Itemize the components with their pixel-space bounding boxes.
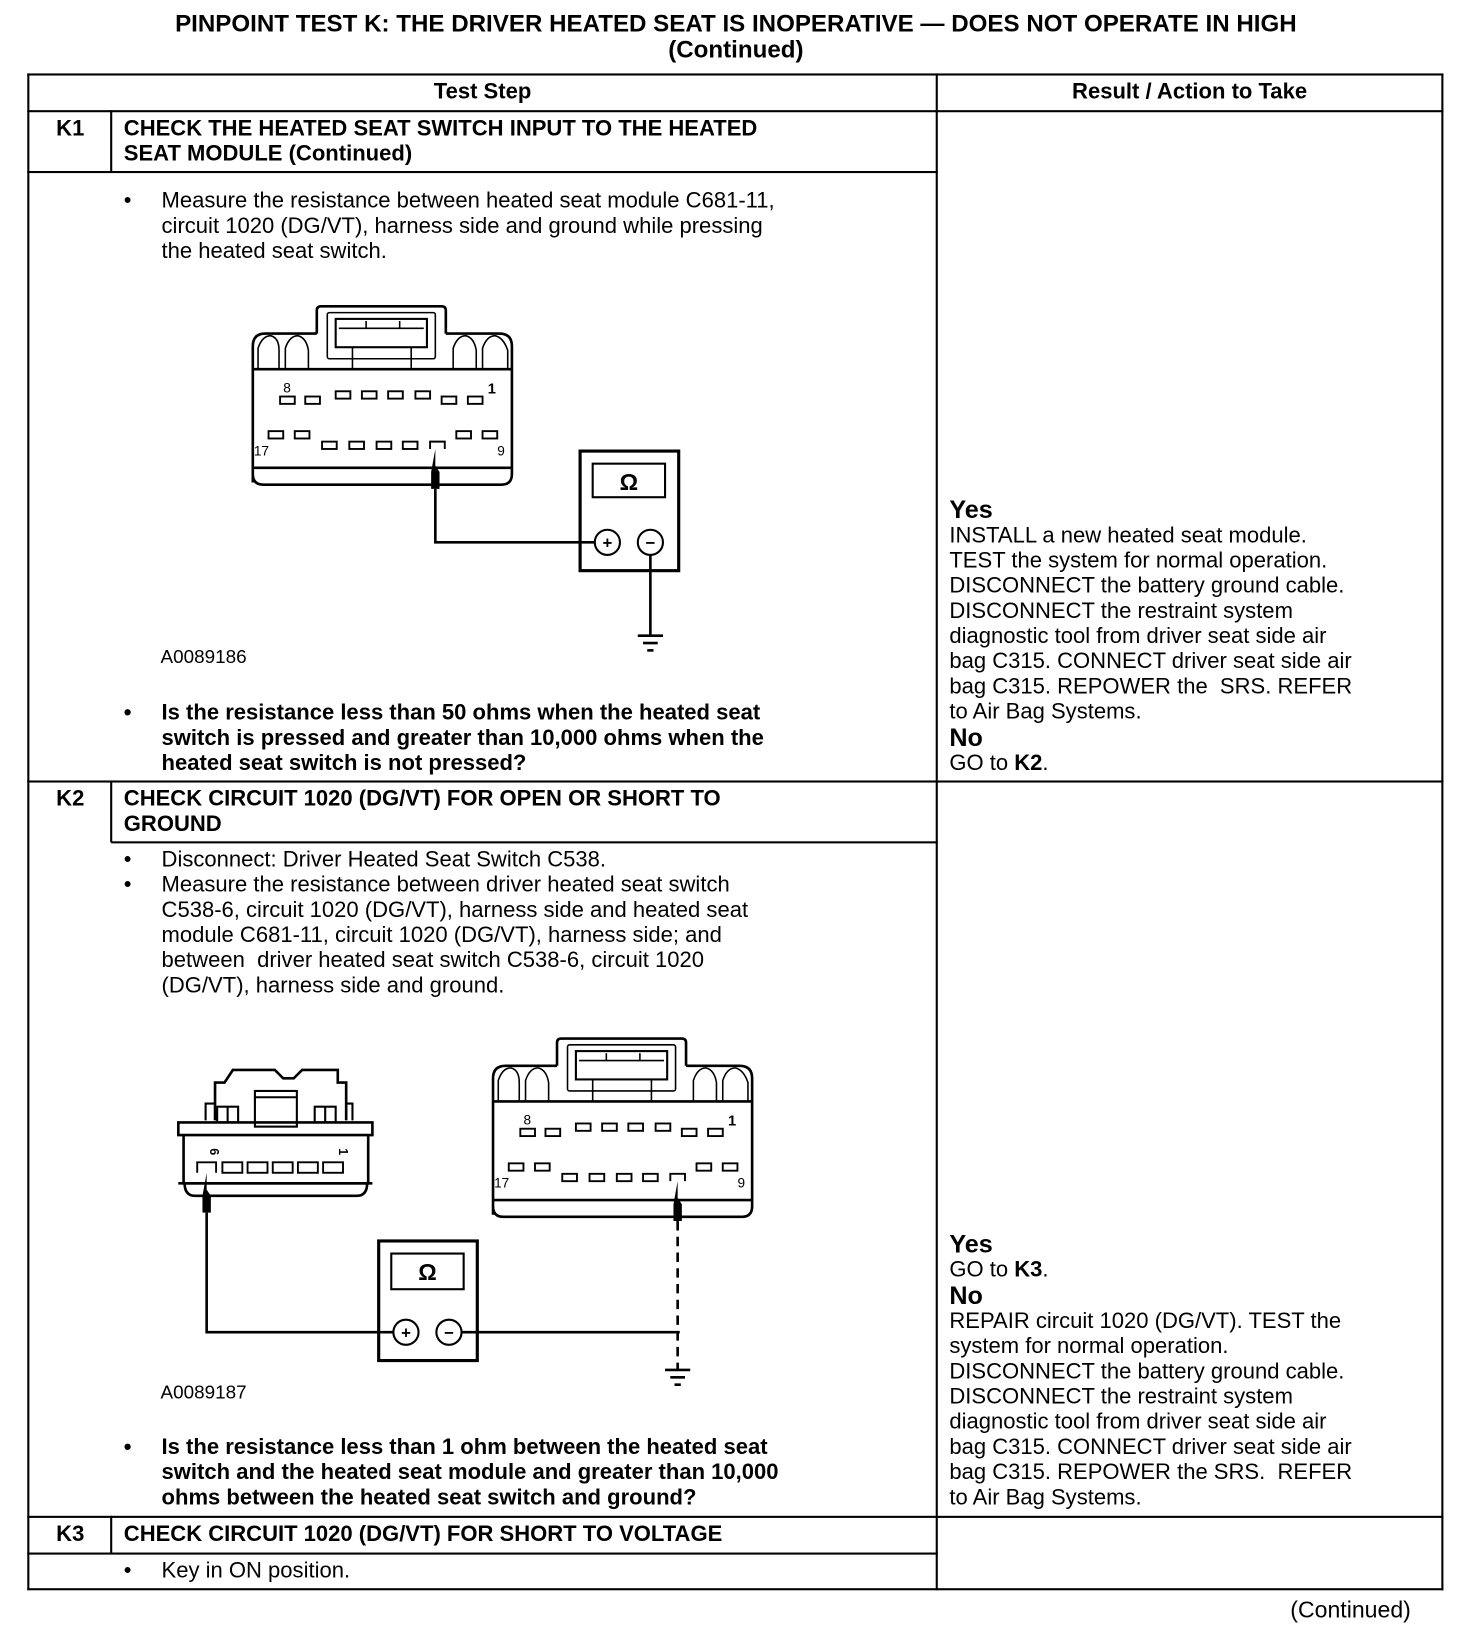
goto-k2-link[interactable]: K2	[1014, 751, 1043, 776]
pin-label-1: 1	[487, 381, 496, 398]
bullet-marker: •	[123, 1558, 132, 1583]
yes-action	[949, 1258, 1437, 1283]
bullet-marker: •	[123, 872, 132, 897]
step-heading-k1: CHECK THE HEATED SEAT SWITCH INPUT TO THE HEATED SEAT MODULE (Continued)	[123, 116, 758, 166]
probe-icon	[202, 1173, 210, 1213]
step-id-k1: K1	[56, 116, 85, 141]
bullet-marker: •	[123, 847, 132, 872]
bullet-marker: •	[123, 1435, 132, 1460]
bullet-text: Key in ON position.	[161, 1558, 351, 1583]
bullet-marker: •	[123, 700, 132, 725]
pin-label-9: 9	[497, 443, 505, 459]
goto-k3-link[interactable]: K3	[1014, 1257, 1043, 1282]
yes-label: Yes	[949, 496, 993, 525]
no-label: No	[949, 1281, 983, 1311]
step-heading-k3: CHECK CIRCUIT 1020 (DG/VT) FOR SHORT TO VOLTAGE	[123, 1522, 723, 1547]
ohmmeter-icon	[379, 1241, 478, 1361]
heated-seat-switch-connector	[178, 1070, 372, 1196]
figure-id-k1: A0089186	[160, 646, 247, 668]
bullet-text: Disconnect: Driver Heated Seat Switch C538.	[161, 847, 607, 872]
module-pin-label-9: 9	[737, 1175, 746, 1191]
minus-terminal: −	[444, 1323, 454, 1343]
question-text: Is the resistance less than 1 ohm between the heated seat switch and the heated seat module and greater than 10,000 ohms between the heated seat switch and ground?	[161, 1435, 779, 1510]
step-id-k2: K2	[56, 786, 85, 811]
no-label: No	[949, 723, 983, 753]
bullet-text: Measure the resistance between driver heated seat switch C538-6, circuit 1020 (DG/VT), harness side and heated seat module C681-11, circuit 1020 (DG/VT), harness side; and between driver heated seat switch C538-6, circuit 1020 (DG/VT), harness side and ground.	[161, 872, 749, 998]
bullet-marker: •	[123, 188, 132, 213]
yes-action-text: GO to	[949, 1257, 1015, 1282]
plus-terminal: +	[602, 533, 613, 553]
module-pin-label-8: 8	[523, 1112, 532, 1128]
plus-terminal: +	[401, 1323, 411, 1343]
heated-seat-module-connector	[493, 1039, 752, 1217]
module-pin-label-1: 1	[728, 1113, 737, 1130]
ohm-symbol: Ω	[418, 1258, 437, 1285]
yes-action: INSTALL a new heated seat module. TEST the system for normal operation. DISCONNECT the battery ground cable. DISCONNECT the restraint system diagnostic tool from driver seat side air bag C315. CONNECT driver seat side air bag C315. REPOWER the SRS. REFER to Air Bag Systems.	[949, 523, 1353, 724]
module-pin-label-17: 17	[494, 1175, 510, 1191]
no-action-text: GO to	[949, 751, 1015, 776]
continued-footer: (Continued)	[1290, 1596, 1411, 1623]
yes-action-suffix: .	[1042, 1257, 1049, 1282]
no-action-suffix: .	[1042, 751, 1049, 776]
k2-result	[949, 785, 1437, 1511]
page-title: PINPOINT TEST K: THE DRIVER HEATED SEAT IS INOPERATIVE — DOES NOT OPERATE IN HIGH	[175, 9, 1297, 37]
pin-label-8: 8	[283, 380, 291, 396]
question-text: Is the resistance less than 50 ohms when the heated seat switch is pressed and greater than 10,000 ohms when the heated seat switch is not pressed?	[161, 700, 764, 776]
step-id-k3: K3	[56, 1522, 85, 1547]
test-lead-positive	[207, 1213, 394, 1333]
minus-terminal: −	[645, 533, 656, 553]
yes-label: Yes	[949, 1230, 993, 1259]
column-header-result: Result / Action to Take	[1072, 79, 1308, 104]
switch-pin-label-6: 6	[206, 1148, 221, 1156]
switch-pin-label-1: 1	[335, 1148, 350, 1156]
step-heading-k2: CHECK CIRCUIT 1020 (DG/VT) FOR OPEN OR SHORT TO GROUND	[123, 786, 721, 837]
ground-icon	[665, 1370, 690, 1385]
bullet-text: Measure the resistance between heated seat module C681-11, circuit 1020 (DG/VT), harness side and ground while pressing the heated seat switch.	[161, 188, 775, 264]
page-subtitle: (Continued)	[668, 35, 804, 63]
ohm-symbol: Ω	[619, 468, 639, 495]
pin-label-17: 17	[253, 443, 270, 459]
no-action: REPAIR circuit 1020 (DG/VT). TEST the system for normal operation. DISCONNECT the battery ground cable. DISCONNECT the restraint system diagnostic tool from driver seat side air bag C315. CONNECT driver seat side air bag C315. REPOWER the SRS. REFER to Air Bag Systems.	[949, 1309, 1353, 1510]
column-header-test-step: Test Step	[433, 79, 532, 104]
figure-id-k2: A0089187	[160, 1381, 247, 1403]
